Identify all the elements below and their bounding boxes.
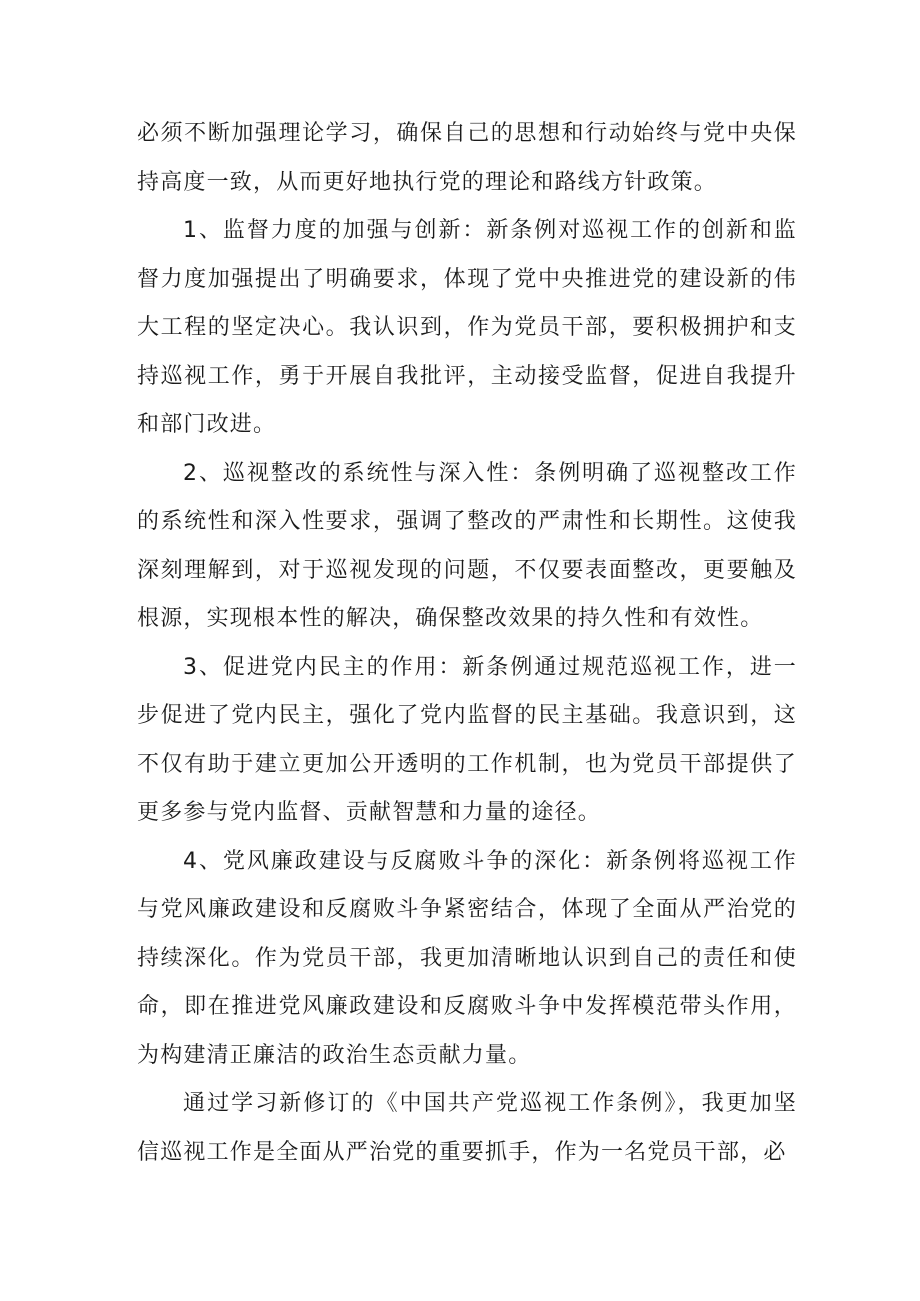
paragraph-item-1: 1、监督力度的加强与创新：新条例对巡视工作的创新和监督力度加强提出了明确要求，体现了党中央推进党的建设新的伟大工程的坚定决心。我认识到，作为党员干部，要积极拥护和支持巡视工作，勇于开展自我批评，主动接受监督，促进自我提升和部门改进。: [137, 218, 797, 437]
paragraph-item-2: 2、巡视整改的系统性与深入性：条例明确了巡视整改工作的系统性和深入性要求，强调了整改的严肃性和长期性。这使我深刻理解到，对于巡视发现的问题，不仅要表面整改，更要触及根源，实现根本性的解决，确保整改效果的持久性和有效性。: [137, 460, 797, 631]
paragraph-item-4: 4、党风廉政建设与反腐败斗争的深化：新条例将巡视工作与党风廉政建设和反腐败斗争紧密结合，体现了全面从严治党的持续深化。作为党员干部，我更加清晰地认识到自己的责任和使命，即在推进党风廉政建设和反腐败斗争中发挥模范带头作用，为构建清正廉洁的政治生态贡献力量。: [137, 848, 797, 1068]
document-body: [137, 110, 797, 1177]
paragraph-conclusion: 通过学习新修订的《中国共产党巡视工作条例》，我更加坚信巡视工作是全面从严治党的重要抓手，作为一名党员干部，必: [137, 1091, 797, 1165]
paragraph-continuation: 必须不断加强理论学习，确保自己的思想和行动始终与党中央保持高度一致，从而更好地执行党的理论和路线方针政策。: [137, 121, 797, 195]
paragraph-item-3: 3、促进党内民主的作用：新条例通过规范巡视工作，进一步促进了党内民主，强化了党内监督的民主基础。我意识到，这不仅有助于建立更加公开透明的工作机制，也为党员干部提供了更多参与党内监督、贡献智慧和力量的途径。: [137, 654, 797, 825]
